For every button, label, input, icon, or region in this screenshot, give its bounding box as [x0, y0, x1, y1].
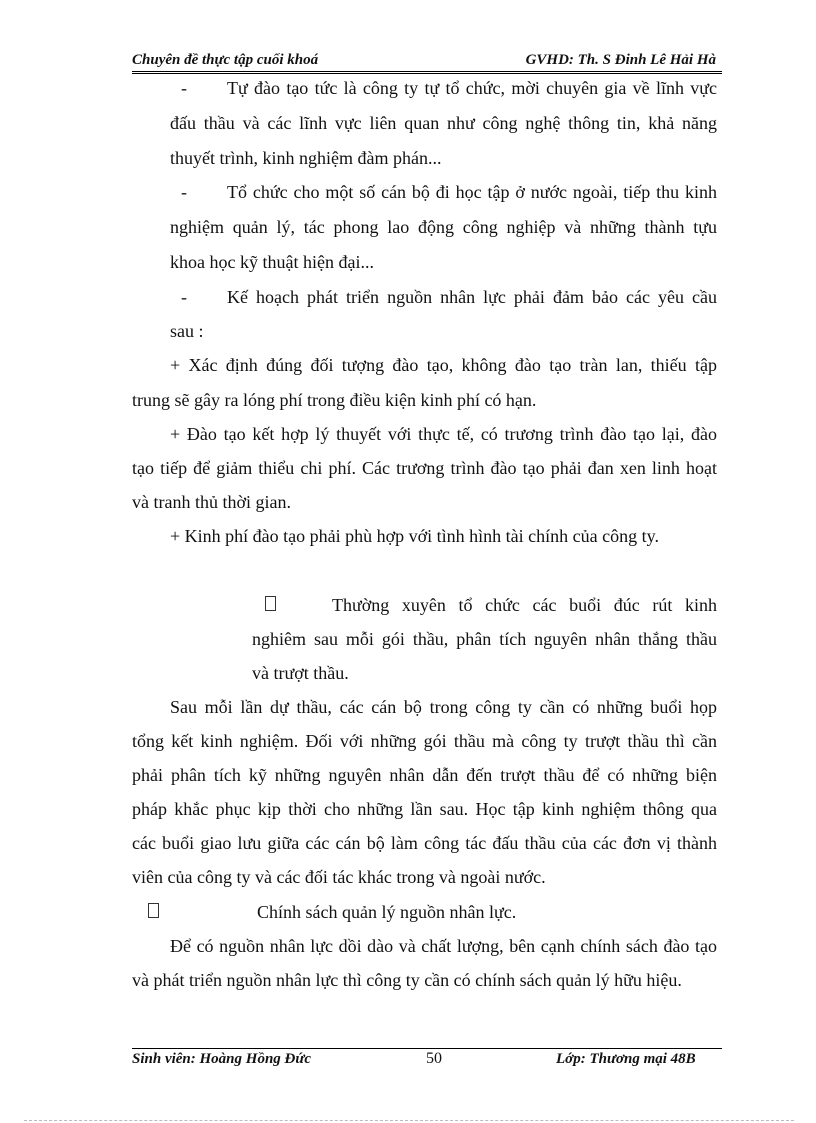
text-line: pháp khắc phục kịp thời cho những lần sau. Học tập kinh nghiệm thông qua: [132, 799, 717, 819]
text-line: Sau mỗi lần dự thầu, các cán bộ trong công ty cần có những buổi họp: [170, 697, 717, 717]
header-supervisor: GVHD: Th. S Đinh Lê Hải Hà: [525, 52, 716, 68]
text-line: + Đào tạo kết hợp lý thuyết với thực tế, có trương trình đào tạo lại, đào: [170, 424, 717, 444]
footer-student: Sinh viên: Hoàng Hồng Đức: [132, 1051, 312, 1067]
page-number: 50: [426, 1050, 442, 1067]
text-line: phải phân tích kỹ những nguyên nhân dẫn đến trượt thầu để có những biện: [132, 765, 717, 785]
text-line: + Xác định đúng đối tượng đào tạo, không đào tạo tràn lan, thiếu tập: [170, 355, 717, 375]
text-line: và phát triển nguồn nhân lực thì công ty cần có chính sách quản lý hữu hiệu.: [132, 970, 682, 990]
header-divider: [132, 71, 722, 74]
dash-marker: -: [181, 287, 187, 307]
text-line: tổng kết kinh nghiệm. Đối với những gói thầu mà công ty trượt thầu thì cần: [132, 731, 717, 751]
text-line: Thường xuyên tổ chức các buổi đúc rút kinh: [332, 595, 717, 615]
header-course-title: Chuyên đề thực tập cuối khoá: [132, 52, 319, 68]
text-line: Kế hoạch phát triển nguồn nhân lực phải đảm bảo các yêu cầu: [227, 287, 717, 307]
text-line: sau :: [170, 321, 204, 341]
text-line: và tranh thủ thời gian.: [132, 492, 291, 512]
text-line: Tự đào tạo tức là công ty tự tổ chức, mời chuyên gia về lĩnh vực: [227, 78, 717, 98]
text-line: Để có nguồn nhân lực dồi dào và chất lượng, bên cạnh chính sách đào tạo: [170, 936, 717, 956]
dash-marker: -: [181, 182, 187, 202]
text-line: trung sẽ gây ra lóng phí trong điều kiện kinh phí có hạn.: [132, 390, 537, 410]
text-line: Chính sách quản lý nguồn nhân lực.: [257, 902, 517, 922]
text-line: viên của công ty và các đối tác khác trong và ngoài nước.: [132, 867, 546, 887]
text-line: tạo tiếp để giảm thiểu chi phí. Các trương trình đào tạo phải đan xen linh hoạt: [132, 458, 717, 478]
footer-divider: [132, 1048, 722, 1049]
checkbox-bullet-icon: [265, 596, 276, 615]
text-line: đấu thầu và các lĩnh vực liên quan như công nghệ thông tin, khả năng: [170, 113, 717, 133]
text-line: nghiêm sau mỗi gói thầu, phân tích nguyên nhân thắng thầu: [252, 629, 717, 649]
dash-marker: -: [181, 78, 187, 98]
text-line: thuyết trình, kinh nghiệm đàm phán...: [170, 148, 442, 168]
text-line: khoa học kỹ thuật hiện đại...: [170, 252, 374, 272]
text-line: nghiệm quản lý, tác phong lao động công nghiệp và những thành tựu: [170, 217, 717, 237]
footer-class: Lớp: Thương mại 48B: [556, 1051, 696, 1067]
text-line: Tổ chức cho một số cán bộ đi học tập ở nước ngoài, tiếp thu kinh: [227, 182, 717, 202]
text-line: + Kinh phí đào tạo phải phù hợp với tình hình tài chính của công ty.: [170, 526, 659, 546]
text-line: các buổi giao lưu giữa các cán bộ làm công tác đấu thầu của các đơn vị thành: [132, 833, 717, 853]
text-line: và trượt thầu.: [252, 663, 349, 683]
checkbox-bullet-icon: [148, 903, 159, 922]
page-bottom-border: [24, 1120, 794, 1121]
